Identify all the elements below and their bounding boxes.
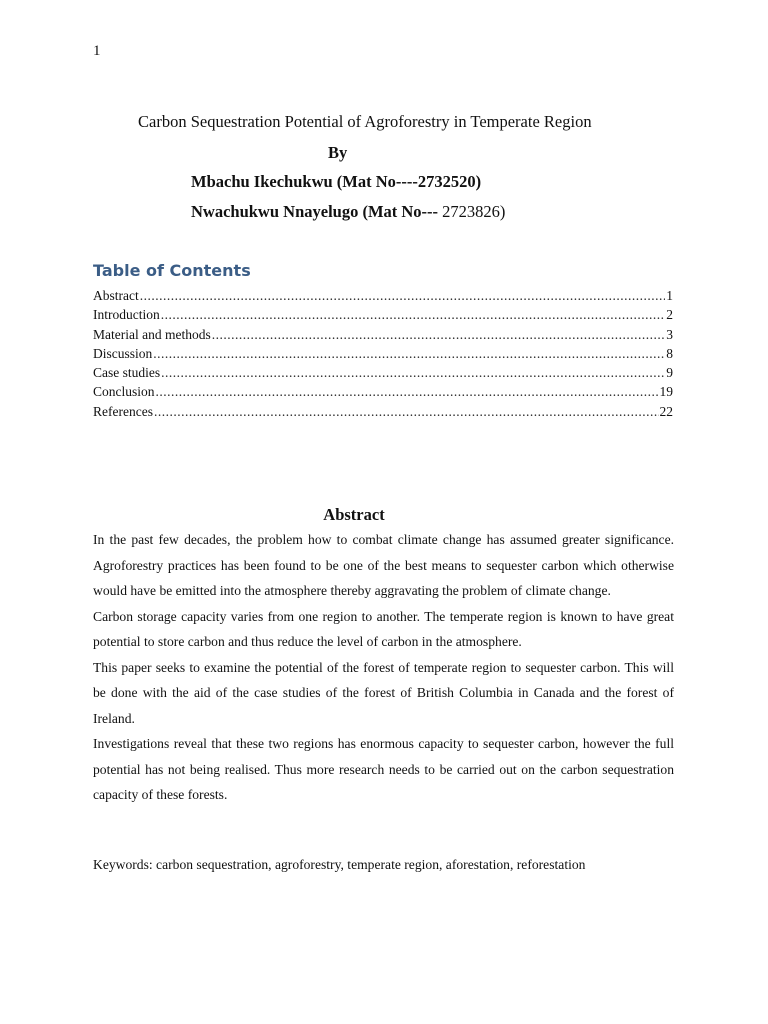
toc-leader-dots [161, 363, 665, 382]
toc-leader-dots [153, 344, 665, 363]
toc-leader-dots [161, 305, 666, 324]
abstract-paragraph-4: Investigations reveal that these two regions has enormous capacity to sequester carbon, however the full potential has not being realised. Thus more research needs to be carried out on the carbon sequestration capacity of these forests. [93, 736, 674, 802]
toc-leader-dots [156, 382, 659, 401]
table-of-contents [93, 260, 673, 421]
abstract-paragraph-1: In the past few decades, the problem how to combat climate change has assumed greater significance. Agroforestry practices has been found to be one of the best means to sequester carbon which otherwise would have be emitted into the atmosphere thereby aggravating the problem of climate change. [93, 532, 674, 598]
toc-item-page: 19 [659, 384, 673, 400]
author-2-mat-number: 2723826) [442, 202, 506, 221]
toc-item-label: Material and methods [93, 326, 211, 342]
abstract-body [93, 527, 674, 808]
toc-item-page: 2 [666, 307, 673, 323]
toc-list [93, 286, 673, 421]
toc-item-page: 1 [666, 288, 673, 303]
author-1-name: Mbachu Ikechukwu (Mat No----2732520) [191, 172, 482, 191]
toc-item-discussion[interactable] [93, 344, 673, 363]
toc-item-page: 3 [666, 326, 673, 342]
toc-item-conclusion[interactable] [93, 382, 673, 401]
toc-item-introduction[interactable] [93, 305, 673, 324]
author-2 [191, 202, 505, 222]
toc-leader-dots [154, 402, 659, 421]
toc-item-label: References [93, 403, 153, 419]
toc-item-label: Abstract [93, 288, 139, 303]
toc-item-label: Discussion [93, 345, 153, 361]
toc-item-page: 9 [666, 365, 673, 381]
toc-heading: Table of Contents [93, 261, 251, 280]
toc-leader-dots [212, 325, 666, 344]
toc-item-label: Introduction [93, 307, 160, 323]
toc-item-label: Case studies [93, 365, 161, 381]
document-title: Carbon Sequestration Potential of Agroforestry in Temperate Region [138, 112, 592, 131]
page-number: 1 [93, 43, 101, 59]
toc-item-material-and-methods[interactable] [93, 325, 673, 344]
toc-item-page: 22 [659, 403, 673, 419]
toc-item-case-studies[interactable] [93, 363, 673, 382]
abstract-paragraph-3: This paper seeks to examine the potential of the forest of temperate region to sequester carbon. This will be done with the aid of the case studies of the forest of British Columbia in Canada and the forest of Ireland. [93, 659, 674, 726]
keywords: Keywords: carbon sequestration, agroforestry, temperate region, aforestation, reforestation [93, 857, 586, 872]
toc-item-label: Conclusion [93, 384, 155, 400]
toc-item-page: 8 [666, 345, 673, 361]
author-2-name: Nwachukwu Nnayelugo (Mat No--- [191, 202, 443, 221]
toc-leader-dots [140, 286, 666, 305]
abstract-paragraph-2: Carbon storage capacity varies from one region to another. The temperate region is known to have great potential to store carbon and thus reduce the level of carbon in the atmosphere. [93, 608, 674, 649]
by-line: By [328, 143, 348, 162]
toc-item-abstract[interactable] [93, 286, 673, 305]
abstract-heading: Abstract [323, 505, 385, 524]
author-1 [191, 172, 481, 192]
toc-item-references[interactable] [93, 402, 673, 421]
